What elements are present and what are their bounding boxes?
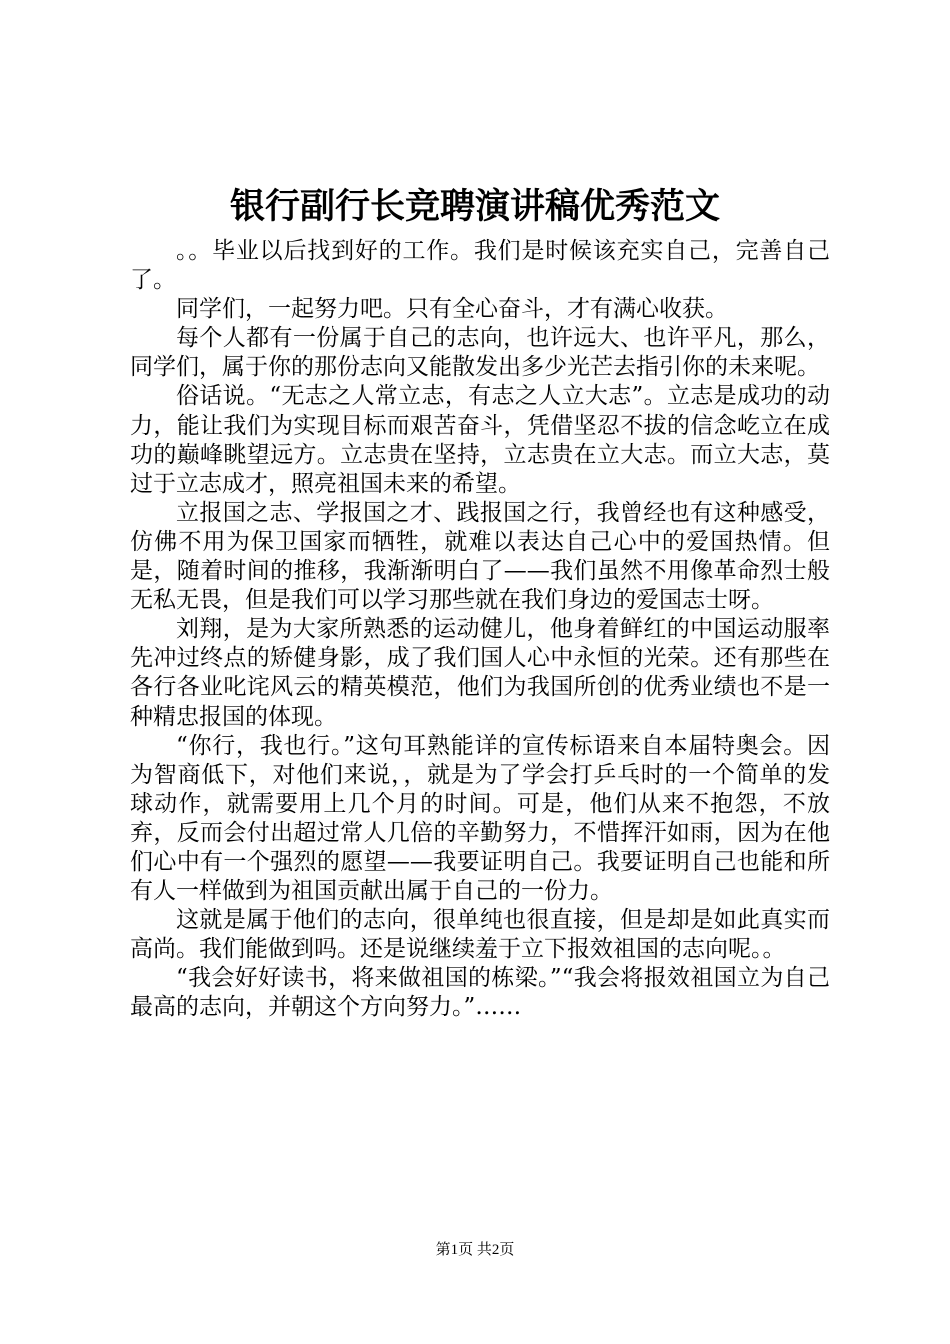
page-title: 银行副行长竞聘演讲稿优秀范文 (229, 186, 720, 227)
paragraph: 刘翔，是为大家所熟悉的运动健儿，他身着鲜红的中国运动服率先冲过终点的矫健身影，成了我们国人心中永恒的光荣。还有那些在各行各业叱诧风云的精英模范，他们为我国所创的优秀业绩也不是一种精忠报国的体现。 (130, 616, 830, 730)
paragraph: “我会好好读书，将来做祖国的栋梁。”“我会将报效祖国立为自己最高的志向，并朝这个方向努力。”…… (130, 965, 830, 1021)
paragraph: “你行，我也行。”这句耳熟能详的宣传标语来自本届特奥会。因为智商低下，对他们来说，，就是为了学会打乒乓时的一个简单的发球动作，就需要用上几个月的时间。可是，他们从来不抱怨，不放弃，反而会付出超过常人几倍的辛勤努力，不惜挥汗如雨，因为在他们心中有一个强烈的愿望——我要证明自己。我要证明自己也能和所有人一样做到为祖国贡献出属于自己的一份力。 (130, 732, 830, 905)
document-body (130, 237, 830, 1023)
paragraph: 立报国之志、学报国之才、践报国之行，我曾经也有这种感受，仿佛不用为保卫国家而牺牲，就难以表达自己心中的爱国热情。但是，随着时间的推移，我渐渐明白了——我们虽然不用像革命烈士般无私无畏，但是我们可以学习那些就在我们身边的爱国志士呀。 (130, 499, 830, 614)
paragraph: 俗话说。“无志之人常立志，有志之人立大志”。立志是成功的动力，能让我们为实现目标而艰苦奋斗，凭借坚忍不拔的信念屹立在成功的巅峰眺望远方。立志贵在坚持，立志贵在立大志。而立大志，莫过于立志成才，照亮祖国未来的希望。 (130, 383, 830, 497)
paragraph: 每个人都有一份属于自己的志向，也许远大、也许平凡，那么，同学们，属于你的那份志向又能散发出多少光芒去指引你的未来呢。 (130, 325, 830, 381)
paragraph: 。。毕业以后找到好的工作。我们是时候该充实自己，完善自己了。 (130, 238, 830, 294)
page-footer: 第1页 共2页 (435, 1242, 515, 1258)
paragraph: 这就是属于他们的志向，很单纯也很直接，但是却是如此真实而高尚。我们能做到吗。还是说继续羞于立下报效祖国的志向呢。。 (130, 907, 830, 963)
paragraph: 同学们，一起努力吧。只有全心奋斗，才有满心收获。 (176, 296, 728, 323)
